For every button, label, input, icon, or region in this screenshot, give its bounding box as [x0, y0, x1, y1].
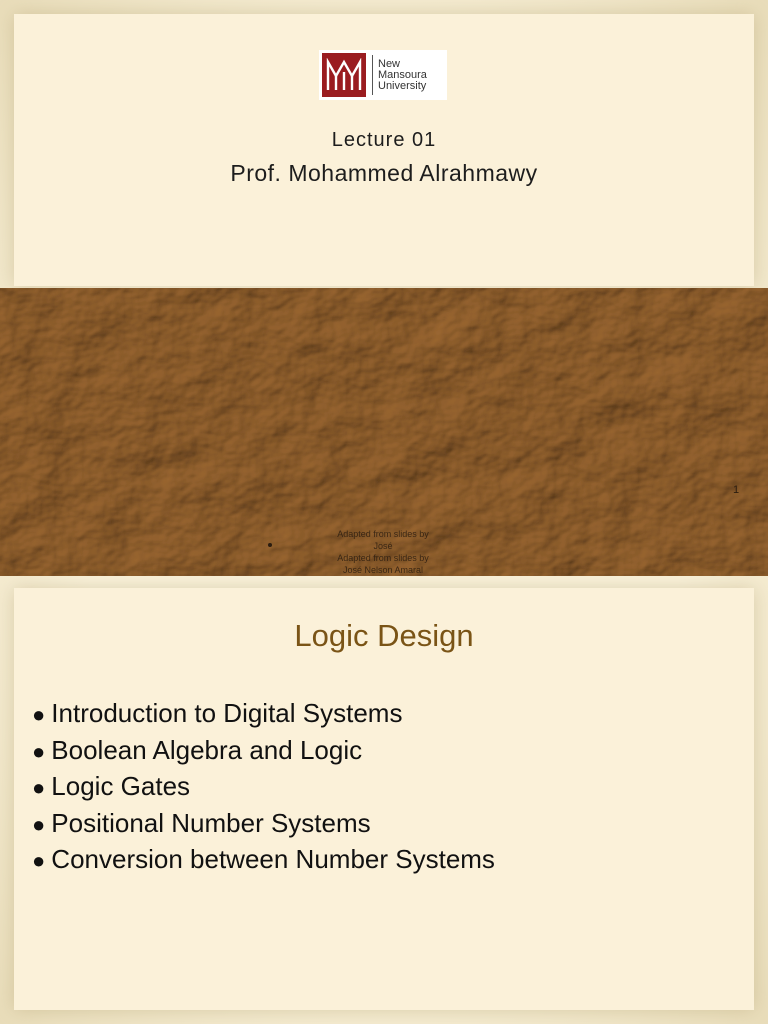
lecture-number: Lecture 01: [331, 129, 437, 151]
bullet-dot-icon: ●: [32, 738, 46, 764]
bullet-dot-icon: ●: [32, 811, 46, 837]
page-number: 1: [733, 484, 740, 496]
list-item-text: Positional Number Systems: [51, 807, 371, 838]
list-item: [32, 769, 495, 806]
topic-list: [32, 696, 495, 879]
professor-name: Prof. Mohammed Alrahmawy: [230, 160, 538, 186]
list-item-text: Logic Gates: [51, 771, 191, 801]
logo-line: New: [378, 57, 401, 70]
bullet-dot-icon: ●: [32, 702, 46, 727]
list-item: [32, 733, 495, 770]
list-item: [32, 842, 495, 879]
list-item-text: Boolean Algebra and Logic: [51, 734, 363, 765]
topics-slide: [14, 588, 754, 1010]
logo-text: [378, 59, 427, 92]
logo-line: University: [378, 79, 427, 92]
bullet-dot-icon: ●: [32, 848, 46, 873]
list-item: [32, 806, 495, 843]
university-logo: [319, 50, 447, 100]
credit-line: Adapted from slides by: [337, 553, 429, 563]
credit-line: Adapted from slides by: [337, 529, 429, 539]
credit-line: José: [373, 541, 393, 551]
credit-line: José Nelson Amaral: [342, 565, 424, 575]
slide-title: Logic Design: [294, 618, 474, 653]
adapted-credit: [318, 528, 448, 576]
bullet-dot-icon: [268, 543, 272, 547]
list-item-text: Conversion between Number Systems: [51, 844, 495, 874]
university-logo-icon: [322, 53, 366, 97]
logo-separator: [372, 55, 373, 95]
title-slide: [14, 14, 754, 286]
list-item: [32, 696, 495, 733]
logo-line: Mansoura: [378, 68, 427, 81]
list-item-text: Introduction to Digital Systems: [51, 698, 403, 728]
bullet-dot-icon: ●: [32, 775, 46, 800]
